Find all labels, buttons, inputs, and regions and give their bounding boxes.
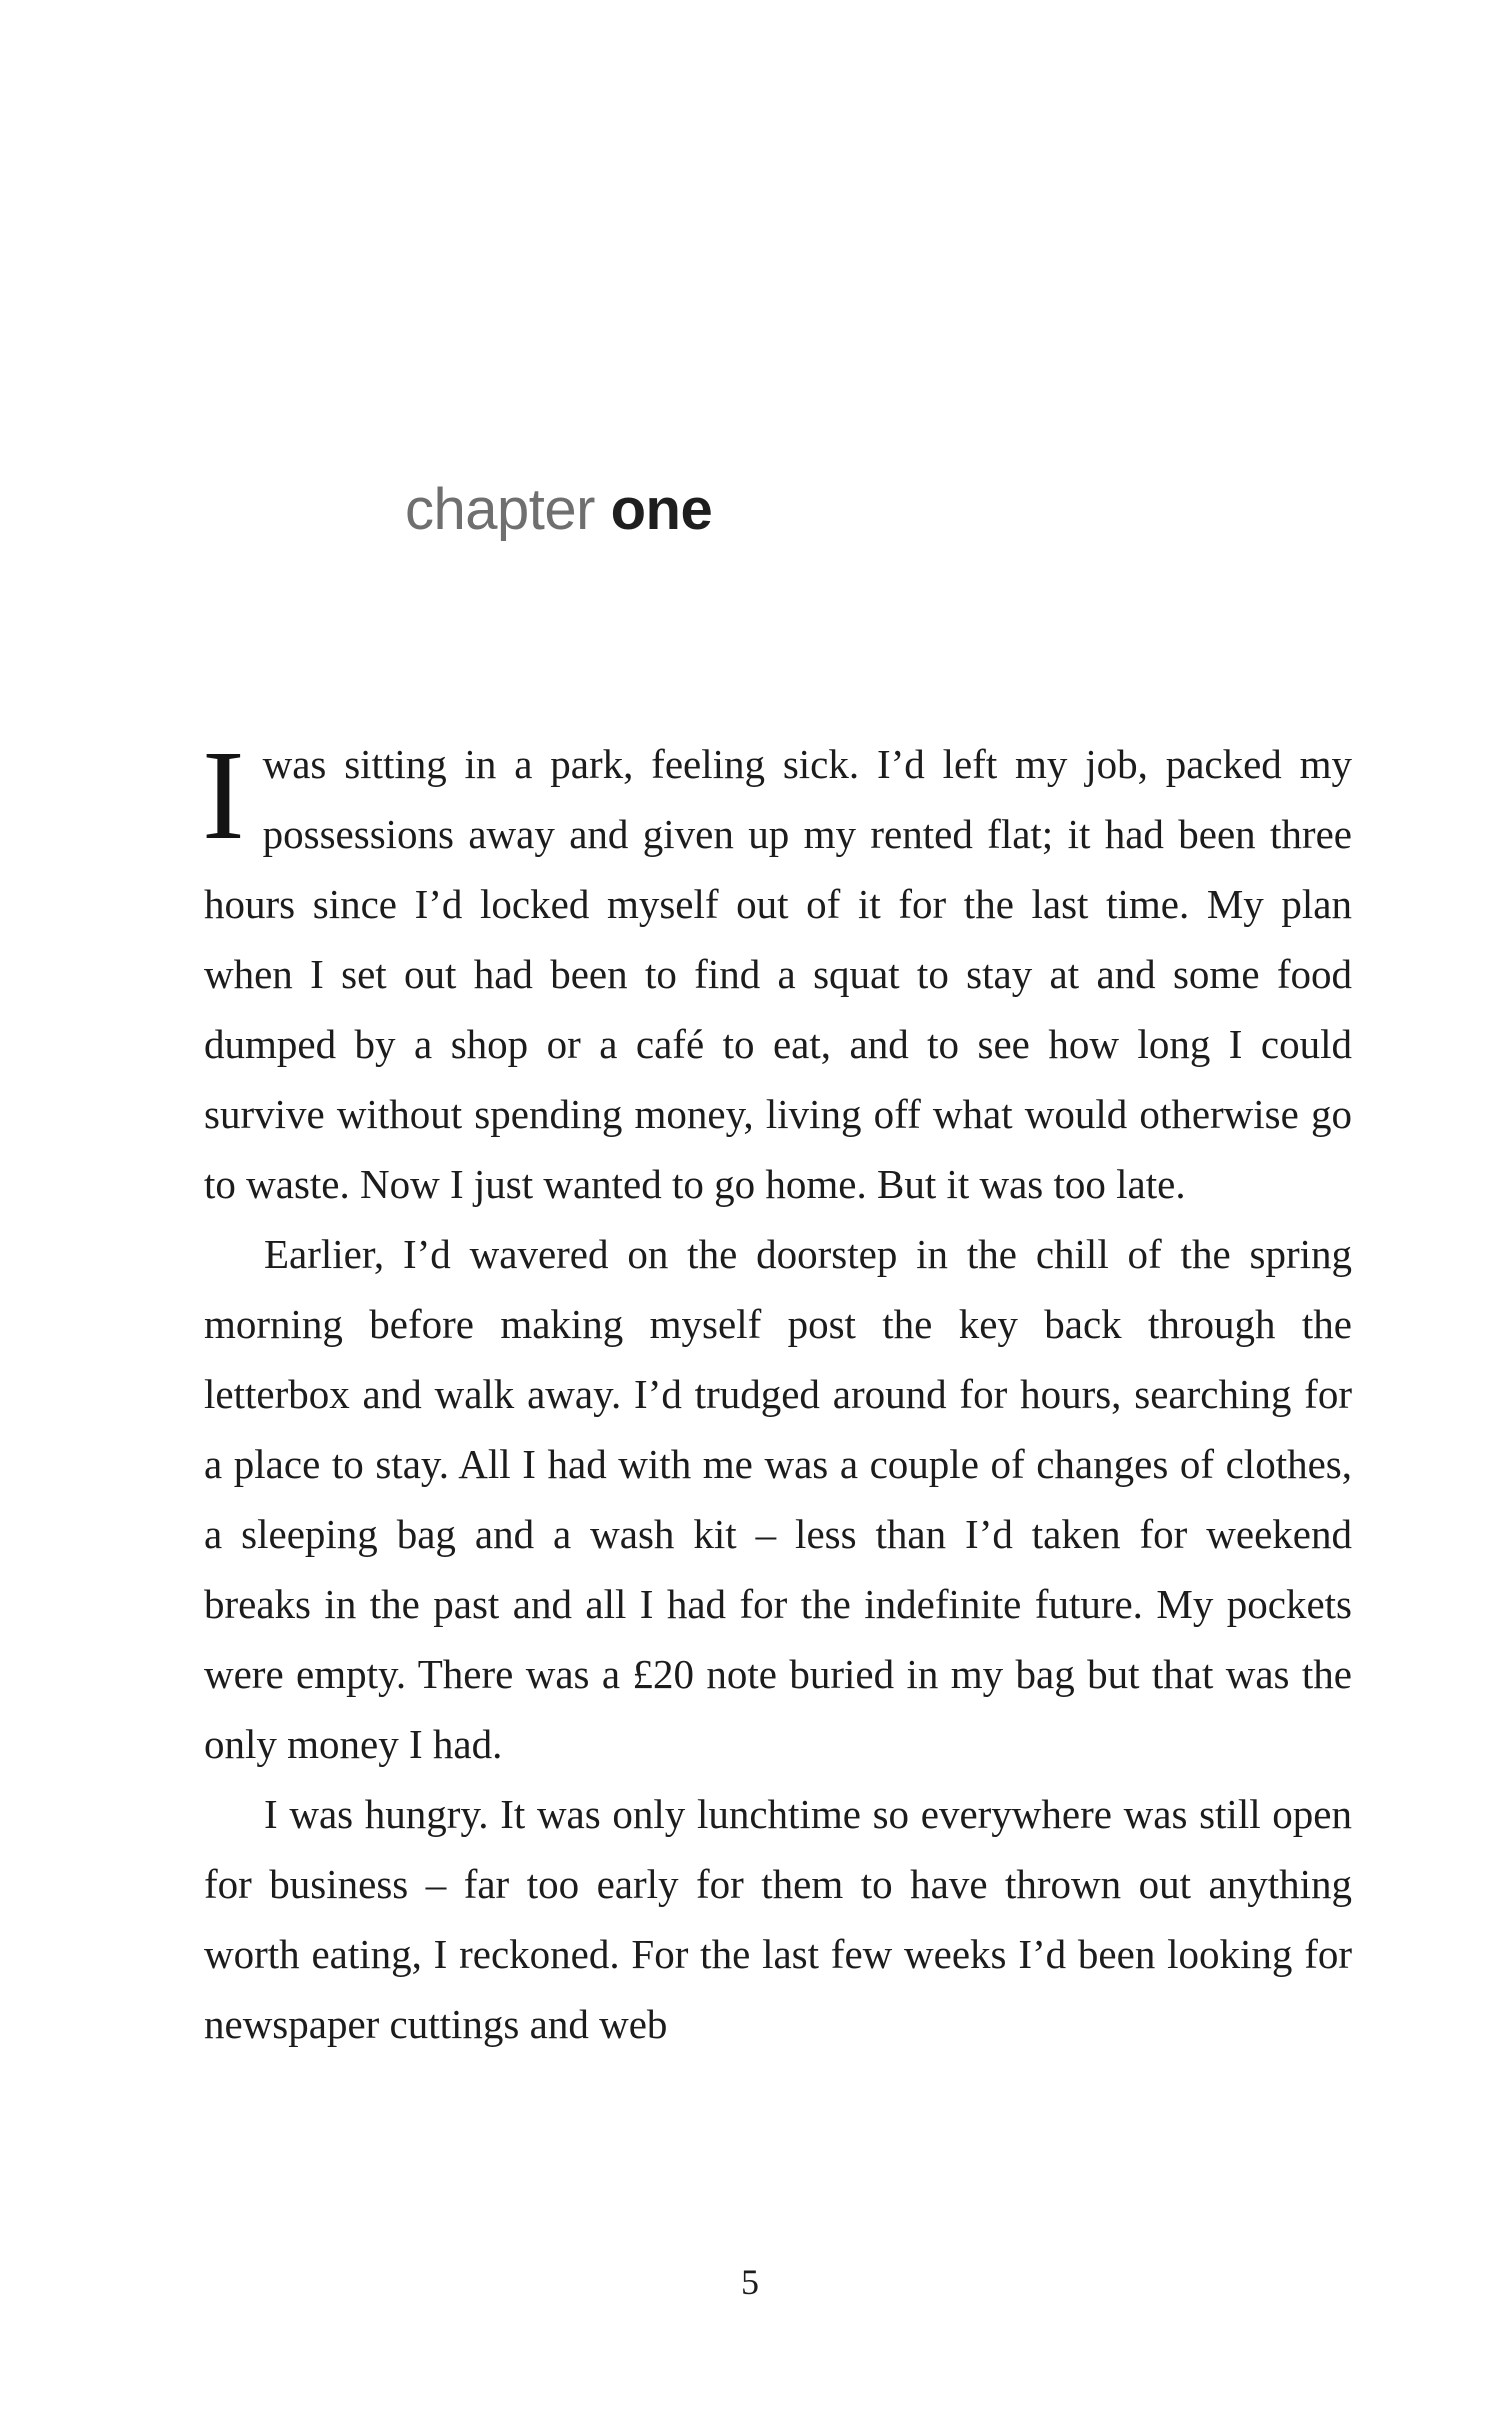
paragraph-3: I was hungry. It was only lunchtime so everywhere was still open for business – far too early for them to have thrown out anything worth eating, I reckoned. For the last few weeks I’d been looking for newspaper cuttings and web bbox=[204, 1791, 1352, 2047]
drop-cap: I bbox=[202, 724, 245, 866]
chapter-word: chapter bbox=[405, 477, 595, 542]
chapter-number: one bbox=[610, 477, 713, 542]
page-number: 5 bbox=[741, 2262, 759, 2302]
chapter-heading bbox=[405, 470, 712, 550]
paragraph-2: Earlier, I’d wavered on the doorstep in the chill of the spring morning before making myself post the key back through the letterbox and walk away. I’d trudged around for hours, searching for a place to stay. All I had with me was a couple of changes of clothes, a sleeping bag and a wash kit – less than I’d taken for weekend breaks in the past and all I had for the indefinite future. My pockets were empty. There was a £20 note buried in my bag but that was the only money I had. bbox=[204, 1231, 1352, 1767]
chapter-body bbox=[202, 724, 1352, 2059]
paragraph-1-text: was sitting in a park, feeling sick. I’d left my job, packed my possessions away and given up my rented flat; it had been three hours since I’d locked myself out of it for the last time. My plan when I set out had been to find a squat to stay at and some food dumped by a shop or a café to eat, and to see how long I could survive without spending money, living off what would otherwise go to waste. Now I just wanted to go home. But it was too late. bbox=[204, 741, 1352, 1207]
paragraph-1 bbox=[202, 724, 1352, 1219]
